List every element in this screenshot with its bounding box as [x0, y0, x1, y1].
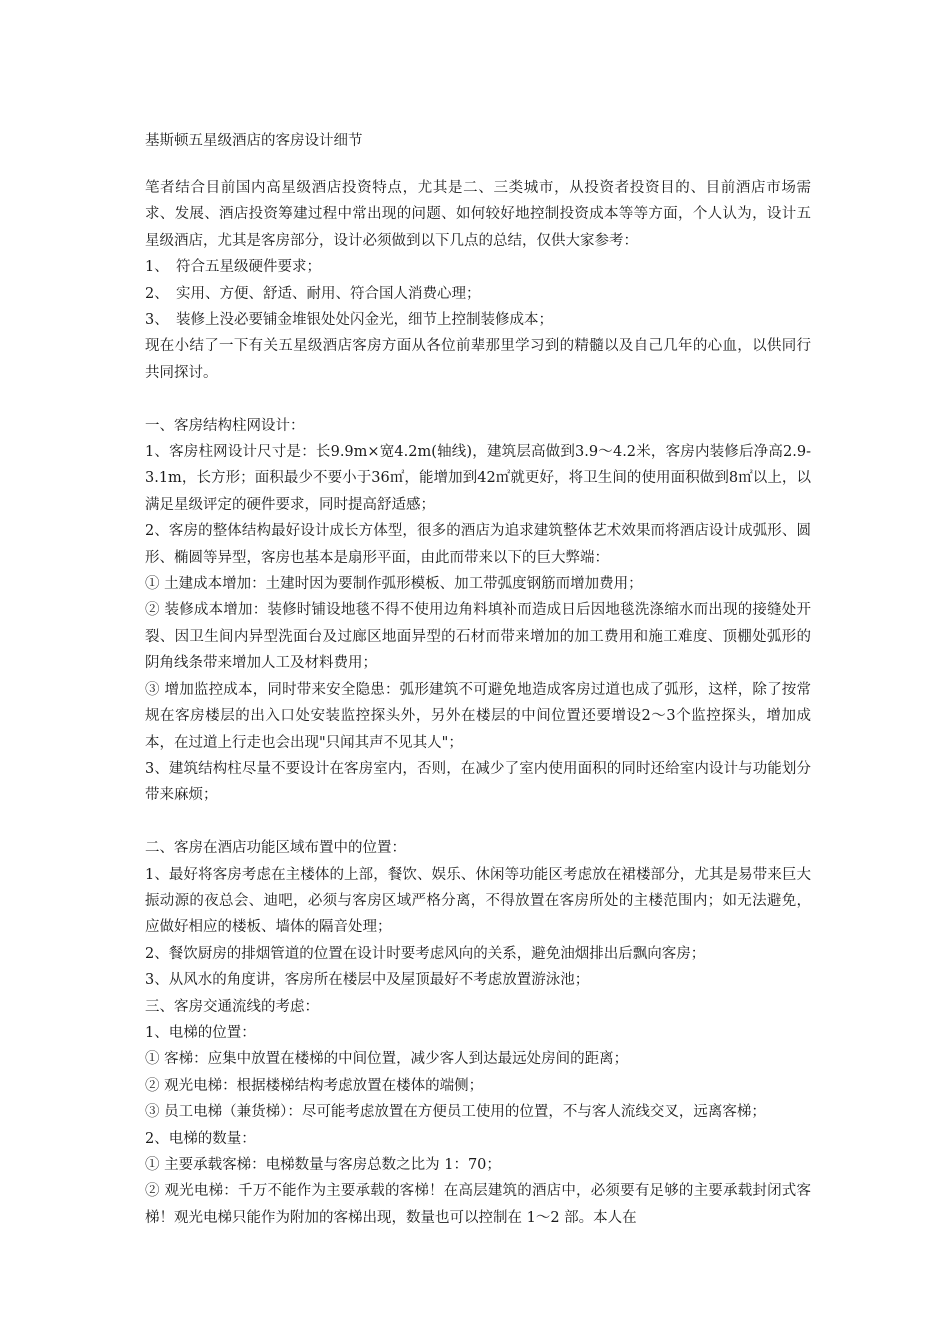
paragraph: ② 观光电梯：根据楼梯结构考虑放置在楼体的端侧； — [145, 1077, 484, 1094]
section-heading: 二、客房在酒店功能区域布置中的位置： — [145, 840, 406, 857]
paragraph: 2、客房的整体结构最好设计成长方体型，很多的酒店为追求建筑整体艺术效果而将酒店设计成弧形、圆形、椭圆等异型，客房也基本是扇形平面，由此而带来以下的巨大弊端： — [145, 523, 811, 566]
paragraph: 3、建筑结构柱尽量不要设计在客房室内，否则，在减少了室内使用面积的同时还给室内设计与功能划分带来麻烦； — [145, 760, 811, 804]
section-heading: 一、客房结构柱网设计： — [145, 417, 305, 434]
paragraph: ① 主要承载客梯：电梯数量与客房总数之比为 1：70； — [145, 1157, 501, 1173]
paragraph: 2、餐饮厨房的排烟管道的位置在设计时要考虑风向的关系，避免油烟排出后飘向客房； — [145, 945, 706, 962]
blank-line — [145, 386, 811, 412]
intro-paragraph: 笔者结合目前国内高星级酒店投资特点，尤其是二、三类城市，从投资者投资目的、目前酒店市场需求、发展、酒店投资筹建过程中常出现的问题、如何较好地控制投资成本等等方面，个人认为，设计五星级酒店，尤其是客房部分，设计必须做到以下几点的总结，仅供大家参考： — [145, 180, 811, 249]
list-item: 2、 实用、方便、舒适、耐用、符合国人消费心理； — [145, 285, 481, 302]
paragraph: ② 观光电梯：千万不能作为主要承载的客梯！在高层建筑的酒店中，必须要有足够的主要承载封闭式客梯！观光电梯只能作为附加的客梯出现，数量也可以控制在 1～2 部。本人在 — [145, 1183, 811, 1226]
document-title: 基斯顿五星级酒店的客房设计细节 — [145, 133, 363, 149]
paragraph: ② 装修成本增加：装修时铺设地毯不得不使用边角料填补而造成日后因地毯洗涤缩水而出现的接缝处开裂、因卫生间内异型洗面台及过廊区地面异型的石材而带来增加的加工费用和施工难度、顶棚处弧形的阴角线条带来增加人工及材料费用； — [145, 602, 811, 672]
paragraph: ③ 增加监控成本，同时带来安全隐患：弧形建筑不可避免地造成客房过道也成了弧形，这样，除了按常规在客房楼层的出入口处安装监控探头外，另外在楼层的中间位置还要增设2～3个监控探头，增加成本，在过道上行走也会出现"只闻其声不见其人"； — [145, 681, 811, 751]
paragraph: 3、从风水的角度讲，客房所在楼层中及屋顶最好不考虑放置游泳池； — [145, 972, 590, 989]
paragraph: 1、最好将客房考虑在主楼体的上部，餐饮、娱乐、休闲等功能区考虑放在裙楼部分，尤其是易带来巨大振动源的夜总会、迪吧，必须与客房区域严格分离，不得放置在客房所处的主楼范围内；如无法避免，应做好相应的楼板、墙体的隔音处理； — [145, 866, 811, 936]
paragraph: ① 客梯：应集中放置在楼梯的中间位置，减少客人到达最远处房间的距离； — [145, 1051, 629, 1068]
paragraph: ① 土建成本增加：土建时因为要制作弧形模板、加工带弧度钢筋而增加费用； — [145, 576, 643, 593]
paragraph: ③ 员工电梯（兼货梯）：尽可能考虑放置在方便员工使用的位置，不与客人流线交叉，远离客梯； — [145, 1104, 766, 1121]
document-body — [145, 175, 811, 1231]
list-item: 3、 装修上没必要铺金堆银处处闪金光，细节上控制装修成本； — [145, 312, 553, 329]
paragraph: 2、电梯的数量： — [145, 1130, 256, 1147]
blank-line — [145, 809, 811, 835]
summary-paragraph: 现在小结了一下有关五星级酒店客房方面从各位前辈那里学习到的精髓以及自己几年的心血，以供同行共同探讨。 — [145, 338, 811, 381]
paragraph: 1、电梯的位置： — [145, 1024, 256, 1041]
paragraph: 1、客房柱网设计尺寸是：长9.9m×宽4.2m(轴线)，建筑层高做到3.9～4.2米，客房内装修后净高2.9-3.1m，长方形；面积最少不要小于36㎡，能增加到42㎡就更好，将卫生间的使用面积做到8㎡以上，以满足星级评定的硬件要求，同时提高舒适感； — [145, 444, 811, 513]
list-item: 1、 符合五星级硬件要求； — [145, 259, 321, 276]
section-heading: 三、客房交通流线的考虑： — [145, 998, 319, 1015]
